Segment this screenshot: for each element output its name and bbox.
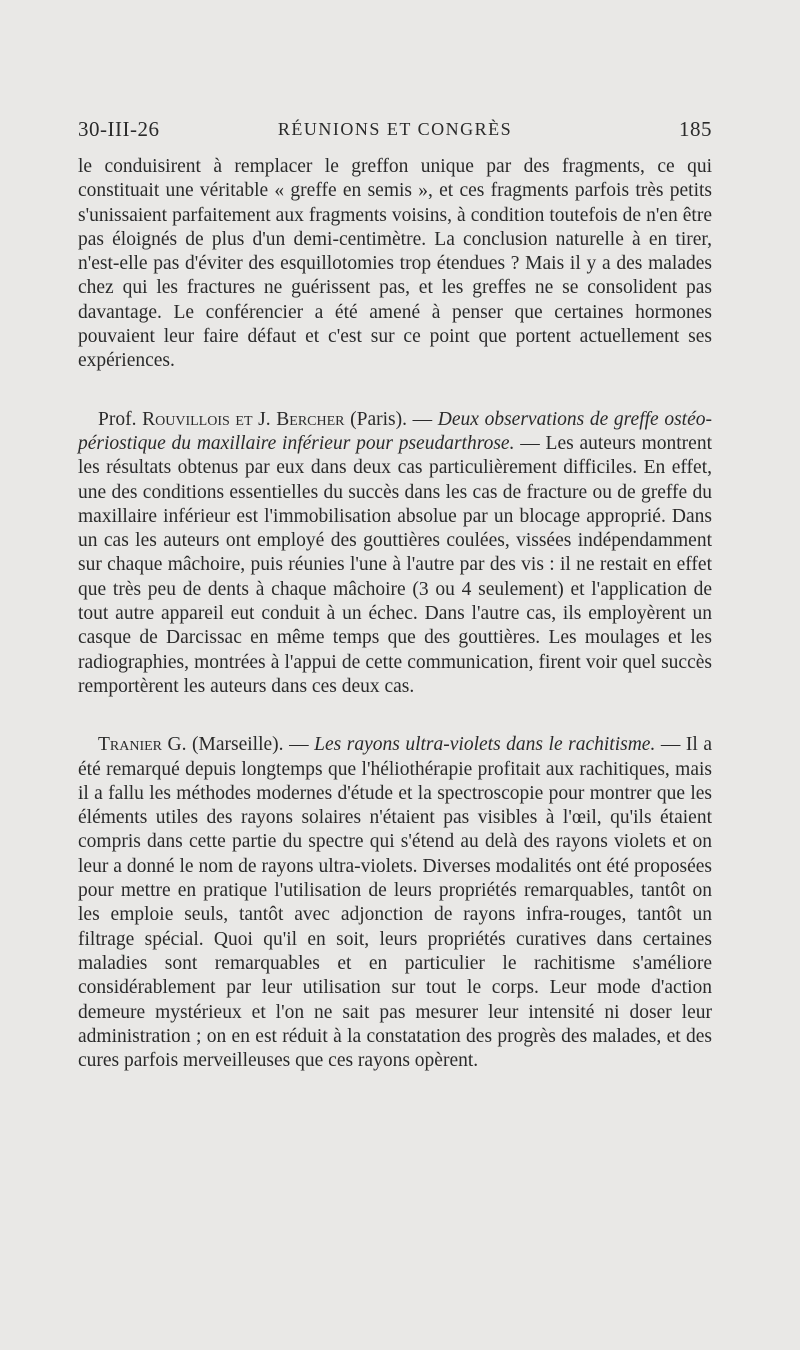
- communication-title: Les rayons ultra-violets dans le rachitisme.: [314, 734, 656, 756]
- header-section-title: RÉUNIONS ET CONGRÈS: [277, 119, 513, 139]
- author-names: Rouvillois et J. Bercher: [142, 408, 345, 430]
- header-date: 30-III-26: [78, 117, 160, 141]
- paragraph-spacer: [78, 699, 712, 733]
- running-head: [78, 117, 712, 147]
- author-prefix: Prof.: [98, 408, 143, 430]
- page-number: 185: [679, 117, 712, 141]
- author-place: (Marseille). —: [186, 734, 315, 756]
- article-body: [78, 155, 712, 1073]
- author-names: Tranier G.: [98, 734, 187, 756]
- communication-title: Deux observations de greffe ostéo-périostique du maxillaire inférieur pour pseudarthrose.: [78, 408, 712, 454]
- paragraph-rouvillois-bercher: [78, 408, 712, 700]
- communication-body: — Les auteurs montrent les résultats obtenus par eux dans deux cas particulièrement difficiles. En effet, une des conditions essentielles du succès dans les cas de fracture ou de greffe du maxillaire inférieur est l'immobilisation absolue par un blocage approprié. Dans un cas les auteurs ont employé des gouttières coulées, vissées indépendamment sur chaque mâchoire, puis réunies l'une à l'autre par des vis : il ne restait en effet que très peu de dents à chaque mâchoire (3 ou 4 seulement) et l'application de tout autre appareil eut conduit à un échec. Dans l'autre cas, ils employèrent un casque de Darcissac en même temps que des gouttières. Les moulages et les radiographies, montrées à l'appui de cette communication, firent voir quel succès remportèrent les auteurs dans ces deux cas.: [78, 432, 712, 697]
- author-place: (Paris). —: [344, 408, 438, 430]
- paragraph-continuation: le conduisirent à remplacer le greffon unique par des fragments, ce qui constituait une véritable « greffe en semis », et ces fragments parfois très petits s'unissaient parfaitement aux fragments voisins, à condition toutefois de n'en être pas éloignés de plus d'un demi-centimètre. La conclusion naturelle à en tirer, n'est-elle pas d'éviter des esquillotomies trop étendues ? Mais il y a des malades chez qui les fractures ne guérissent pas, et les greffes ne se consolident pas davantage. Le conférencier a été amené à penser que certaines hormones pouvaient leur faire défaut et c'est sur ce point que portent actuellement ses expériences.: [78, 156, 712, 372]
- communication-body: — Il a été remarqué depuis longtemps que l'héliothérapie profitait aux rachitiques, mais il a fallu les méthodes modernes d'étude et la spectroscopie pour montrer que les éléments utiles des rayons solaires n'étaient pas visibles à l'œil, qu'ils étaient compris dans cette partie du spectre qui s'étend au delà des rayons violets et on leur a donné le nom de rayons ultra-violets. Diverses modalités ont été proposées pour mettre en pratique l'utilisation de leurs propriétés remarquables, tantôt on les emploie seuls, tantôt avec adjonction de rayons infra-rouges, tantôt un filtrage spécial. Quoi qu'il en soit, leurs propriétés curatives dans certaines maladies sont remarquables et en particulier le rachitisme s'améliore considérablement par leur utilisation sur tout le corps. Leur mode d'action demeure mystérieux et l'on ne sait pas mesurer leur intensité ni doser leur administration ; on en est réduit à la constatation des progrès des malades, et des cures parfois merveilleuses que ces rayons opèrent.: [78, 734, 712, 1072]
- paragraph-tranier: [78, 733, 712, 1073]
- paragraph-spacer: [78, 374, 712, 408]
